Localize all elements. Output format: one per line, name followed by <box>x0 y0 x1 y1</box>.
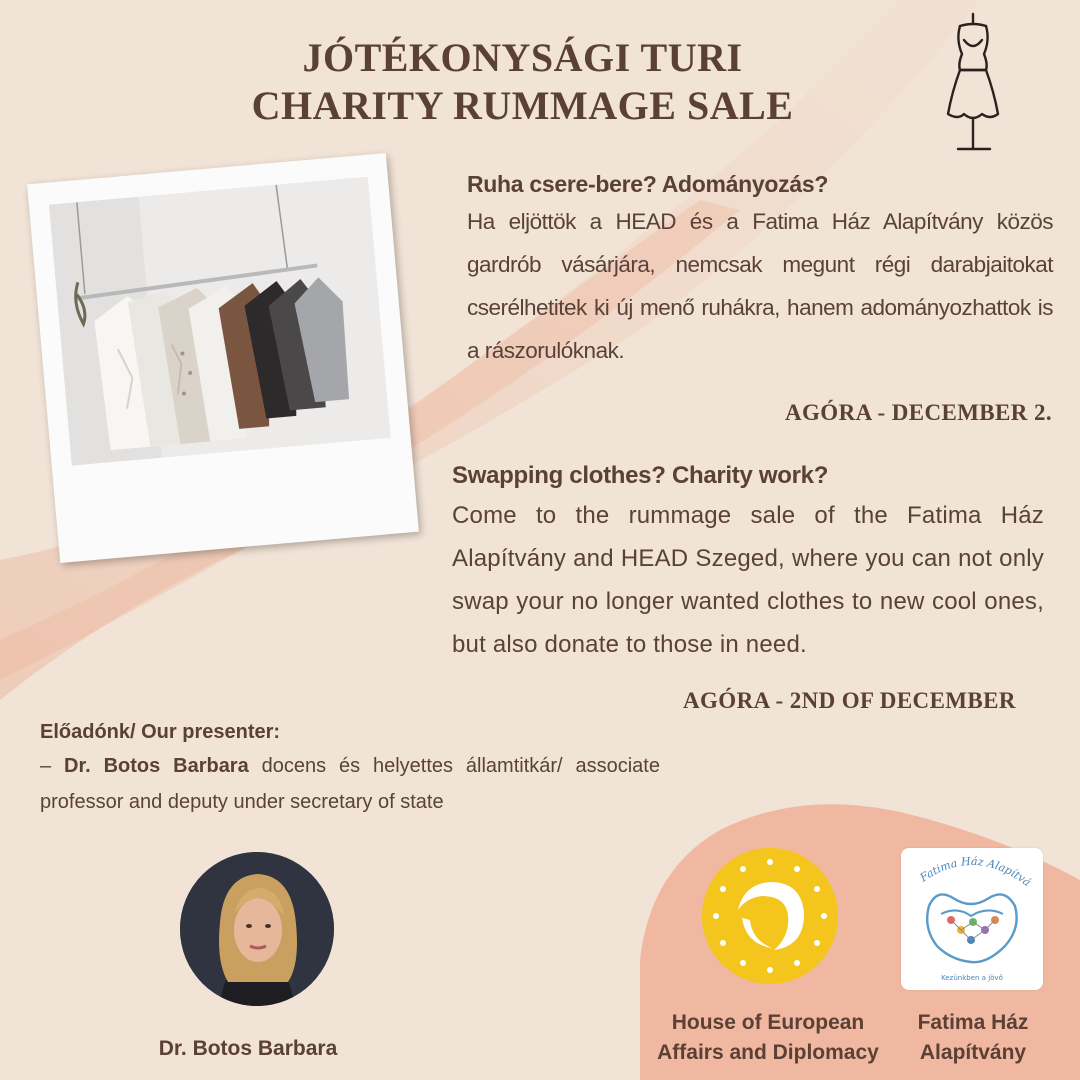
head-logo <box>702 848 838 984</box>
presenter-dash: – <box>40 755 65 777</box>
presenter-section <box>40 716 660 820</box>
head-caption-line2: Affairs and Diplomacy <box>657 1041 879 1064</box>
english-section <box>452 458 1044 666</box>
title-line-hungarian: JÓTÉKONYSÁGI TURI <box>302 35 743 80</box>
clothes-rack-photo <box>27 153 419 563</box>
english-description: Come to the rummage sale of the Fatima Ház Alapítvány and HEAD Szeged, where you can not only swap your no longer wanted clothes to new cool ones, but also donate to those in need. <box>452 502 1044 658</box>
fatima-caption-line2: Alapítvány <box>919 1041 1027 1064</box>
presenter-description <box>40 748 660 820</box>
english-question: Swapping clothes? Charity work? <box>452 462 829 489</box>
hungarian-description: Ha eljöttök a HEAD és a Fatima Ház Alapítvány közös gardrób vásárjára, nemcsak megunt régi darabjaitokat cserélhetitek ki új menő ruhákra, hanem adományozhattok is a rászorulóknak. <box>467 209 1053 363</box>
head-caption <box>648 1008 888 1068</box>
title-line-english: CHARITY RUMMAGE SALE <box>251 83 794 128</box>
presenter-title: docens és helyettes államtitkár/ associate professor and deputy under secretary of state <box>40 755 660 813</box>
hungarian-question: Ruha csere-bere? Adományozás? <box>467 171 829 197</box>
dress-form-icon <box>938 12 1008 156</box>
head-caption-line1: House of European <box>671 1011 865 1034</box>
fatima-caption-line1: Fatima Ház <box>917 1011 1029 1034</box>
fatima-logo <box>901 848 1043 990</box>
svg-text:Fatima Ház Alapítvány: Fatima Ház Alapítvá <box>917 854 1034 890</box>
presenter-label: Előadónk/ Our presenter: <box>40 721 281 743</box>
page-title <box>0 34 1045 130</box>
fatima-caption <box>898 1008 1048 1068</box>
hungarian-section <box>467 168 1053 372</box>
hungarian-date: AGÓRA - DECEMBER 2. <box>785 400 1053 425</box>
english-date: AGÓRA - 2ND OF DECEMBER <box>683 688 1016 713</box>
svg-text:Kezünkben a jövő: Kezünkben a jövő <box>941 974 1003 982</box>
avatar <box>180 852 334 1006</box>
presenter-name: Dr. Botos Barbara <box>64 755 249 777</box>
clothes-rack-image <box>49 177 391 466</box>
presenter-caption: Dr. Botos Barbara <box>158 1037 338 1060</box>
